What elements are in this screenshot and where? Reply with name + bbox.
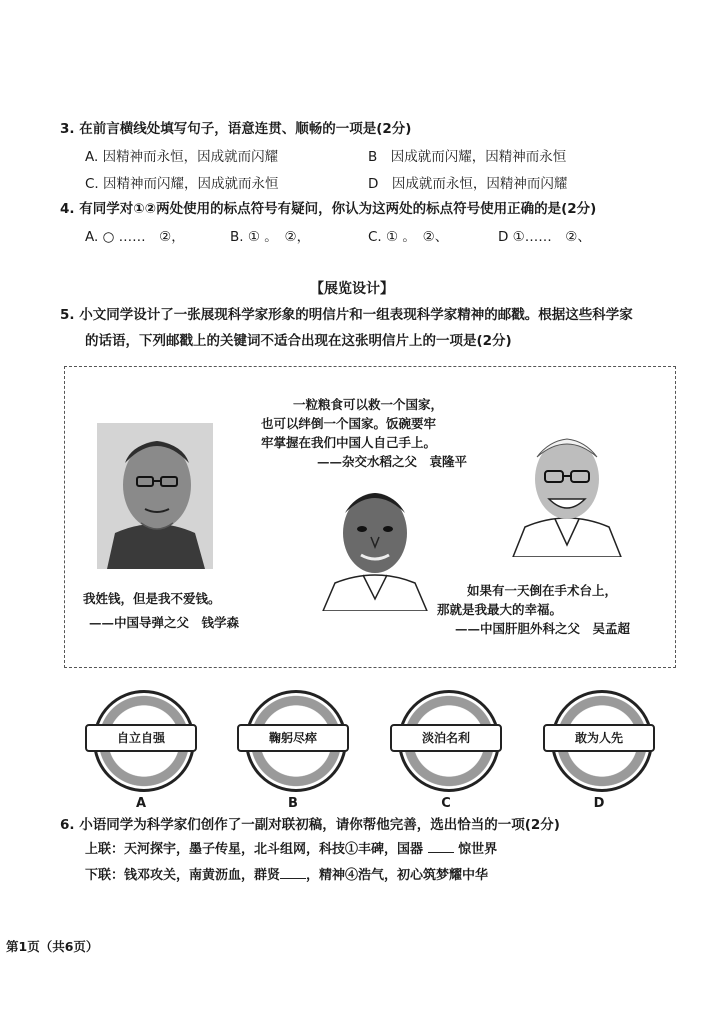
portrait-yuan-longping-sketch xyxy=(315,479,435,611)
quote-qian-attr: ——中国导弹之父 钱学森 xyxy=(89,615,240,630)
postcard xyxy=(64,366,676,668)
portrait-yuan-longping xyxy=(315,479,435,611)
q3-option-a: A. 因精神而永恒，因成就而闪耀 xyxy=(85,149,279,165)
quote-wu-line2: 那就是我最大的幸福。 xyxy=(437,602,563,617)
stamp-a[interactable] xyxy=(93,690,189,820)
page-footer: 第1页（共6页） xyxy=(6,939,99,954)
couplet-lower xyxy=(85,866,488,885)
q4-stem: 4. 有同学对①②两处使用的标点符号有疑问，你认为这两处的标点符号使用正确的是(2分) xyxy=(60,201,597,217)
couplet-upper-blank-2[interactable] xyxy=(428,840,454,853)
stamp-c-text: 淡泊名利 xyxy=(390,724,502,752)
quote-yuan-line1: 一粒粮食可以救一个国家， xyxy=(293,397,444,412)
stamp-c[interactable] xyxy=(398,690,494,820)
stamp-a-letter: A xyxy=(135,796,147,811)
q3-option-b: B 因成就而闪耀，因精神而永恒 xyxy=(368,149,567,165)
portrait-qian-xuesen-sketch xyxy=(97,423,213,569)
q5-stem-line2: 的话语，下列邮戳上的关键词不适合出现在这张明信片上的一项是(2分) xyxy=(85,333,512,349)
portrait-qian-xuesen xyxy=(97,423,213,569)
q3-stem: 3. 在前言横线处填写句子，语意连贯、顺畅的一项是(2分) xyxy=(60,121,412,137)
section-title: 【展览设计】 xyxy=(310,281,394,297)
q3-option-d: D 因成就而永恒，因精神而闪耀 xyxy=(368,176,568,192)
couplet-upper-part3: 惊世界 xyxy=(458,842,498,857)
quote-qian-line1: 我姓钱，但是我不爱钱。 xyxy=(83,591,221,606)
q4-option-d: D ①…… ②、 xyxy=(498,229,591,245)
couplet-upper xyxy=(85,840,497,859)
stamp-a-text: 自立自强 xyxy=(85,724,197,752)
stamp-d-letter: D xyxy=(593,796,605,811)
q4-option-a: A. ○ …… ②， xyxy=(85,229,185,245)
stamp-b-letter: B xyxy=(288,796,298,811)
couplet-upper-part2: 丰碑，国器 xyxy=(358,842,424,857)
couplet-upper-marker-1: ① xyxy=(345,842,359,857)
stamp-d-text: 敢为人先 xyxy=(543,724,655,752)
couplet-lower-marker-4: ④ xyxy=(345,868,359,883)
q3-option-c: C. 因精神而闪耀，因成就而永恒 xyxy=(85,176,279,192)
quote-yuan-attr: ——杂交水稻之父 袁隆平 xyxy=(317,454,468,469)
q6-stem: 6. 小语同学为科学家们创作了一副对联初稿，请你帮他完善，选出恰当的一项(2分) xyxy=(60,817,560,833)
couplet-lower-part1: 下联：钱邓攻关，南黄沥血，群贤 xyxy=(85,868,281,883)
couplet-upper-part1: 上联：天河探宇，墨子传星，北斗组网，科技 xyxy=(85,842,346,857)
couplet-lower-blank-3[interactable] xyxy=(280,866,306,879)
couplet-lower-part3: 浩气，初心筑梦耀中华 xyxy=(358,868,489,883)
q4-option-c: C. ① 。 ②、 xyxy=(368,229,449,245)
q5-stem-line1: 5. 小文同学设计了一张展现科学家形象的明信片和一组表现科学家精神的邮戳。根据这些科学家 xyxy=(60,307,633,323)
quote-yuan-line2: 也可以绊倒一个国家。饭碗要牢 xyxy=(261,416,437,431)
couplet-lower-part2: ，精神 xyxy=(306,868,346,883)
stamp-d[interactable] xyxy=(551,690,647,820)
quote-wu-attr: ——中国肝胆外科之父 吴孟超 xyxy=(455,621,631,636)
quote-yuan-line3: 牢掌握在我们中国人自己手上。 xyxy=(261,435,437,450)
stamp-c-letter: C xyxy=(441,796,451,811)
stamp-b-text: 鞠躬尽瘁 xyxy=(237,724,349,752)
q4-option-b: B. ① 。 ②， xyxy=(230,229,311,245)
portrait-wu-mengchao-sketch xyxy=(507,427,627,557)
quote-wu-line1: 如果有一天倒在手术台上， xyxy=(467,583,618,598)
portrait-wu-mengchao xyxy=(507,427,627,557)
stamp-b[interactable] xyxy=(245,690,341,820)
